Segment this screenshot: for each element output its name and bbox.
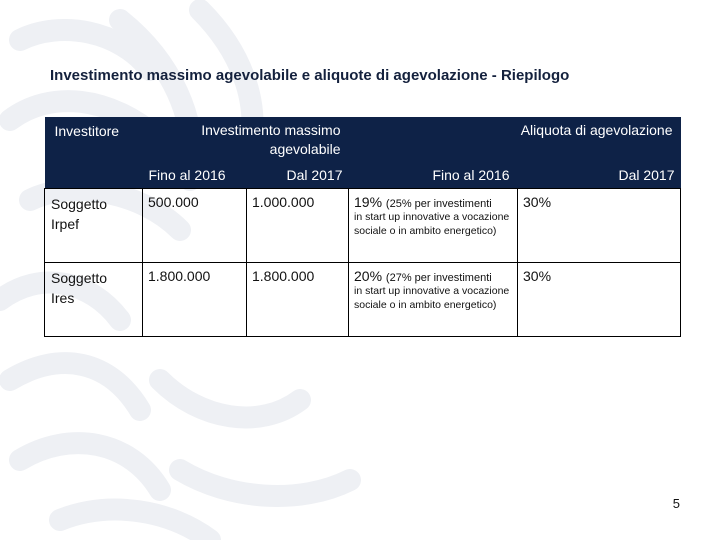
table-header-row (45, 117, 681, 162)
header-investimento: Investimento massimo agevolabile (201, 122, 341, 157)
subheader-aliq-fino: Fino al 2016 (432, 167, 510, 183)
page-title: Investimento massimo agevolabile e aliquote di agevolazione - Riepilogo (50, 67, 570, 84)
header-investitore: Investitore (54, 123, 120, 139)
header-aliquota: Aliquota di agevolazione (520, 122, 673, 138)
row-inv-fino: 1.800.000 (143, 262, 247, 336)
subheader-inv-dal: Dal 2017 (286, 167, 343, 183)
table-row (45, 262, 681, 336)
table-row (45, 188, 681, 262)
subheader-aliq-dal: Dal 2017 (618, 167, 675, 183)
row-inv-dal: 1.000.000 (247, 188, 349, 262)
row-aliq-dal: 30% (518, 262, 681, 336)
row-inv-fino: 500.000 (143, 188, 247, 262)
row-investitore: Soggetto Irpef (45, 188, 143, 262)
row-aliq-fino: 19% (25% per investimenti in start up innovative a vocazione sociale o in ambito energetico) (349, 188, 518, 262)
subheader-inv-fino: Fino al 2016 (148, 167, 226, 183)
row-aliq-fino: 20% (27% per investimenti in start up innovative a vocazione sociale o in ambito energetico) (349, 262, 518, 336)
row-investitore: Soggetto Ires (45, 262, 143, 336)
row-inv-dal: 1.800.000 (247, 262, 349, 336)
row-aliq-dal: 30% (518, 188, 681, 262)
page-number: 5 (672, 496, 680, 511)
summary-table (44, 117, 681, 337)
